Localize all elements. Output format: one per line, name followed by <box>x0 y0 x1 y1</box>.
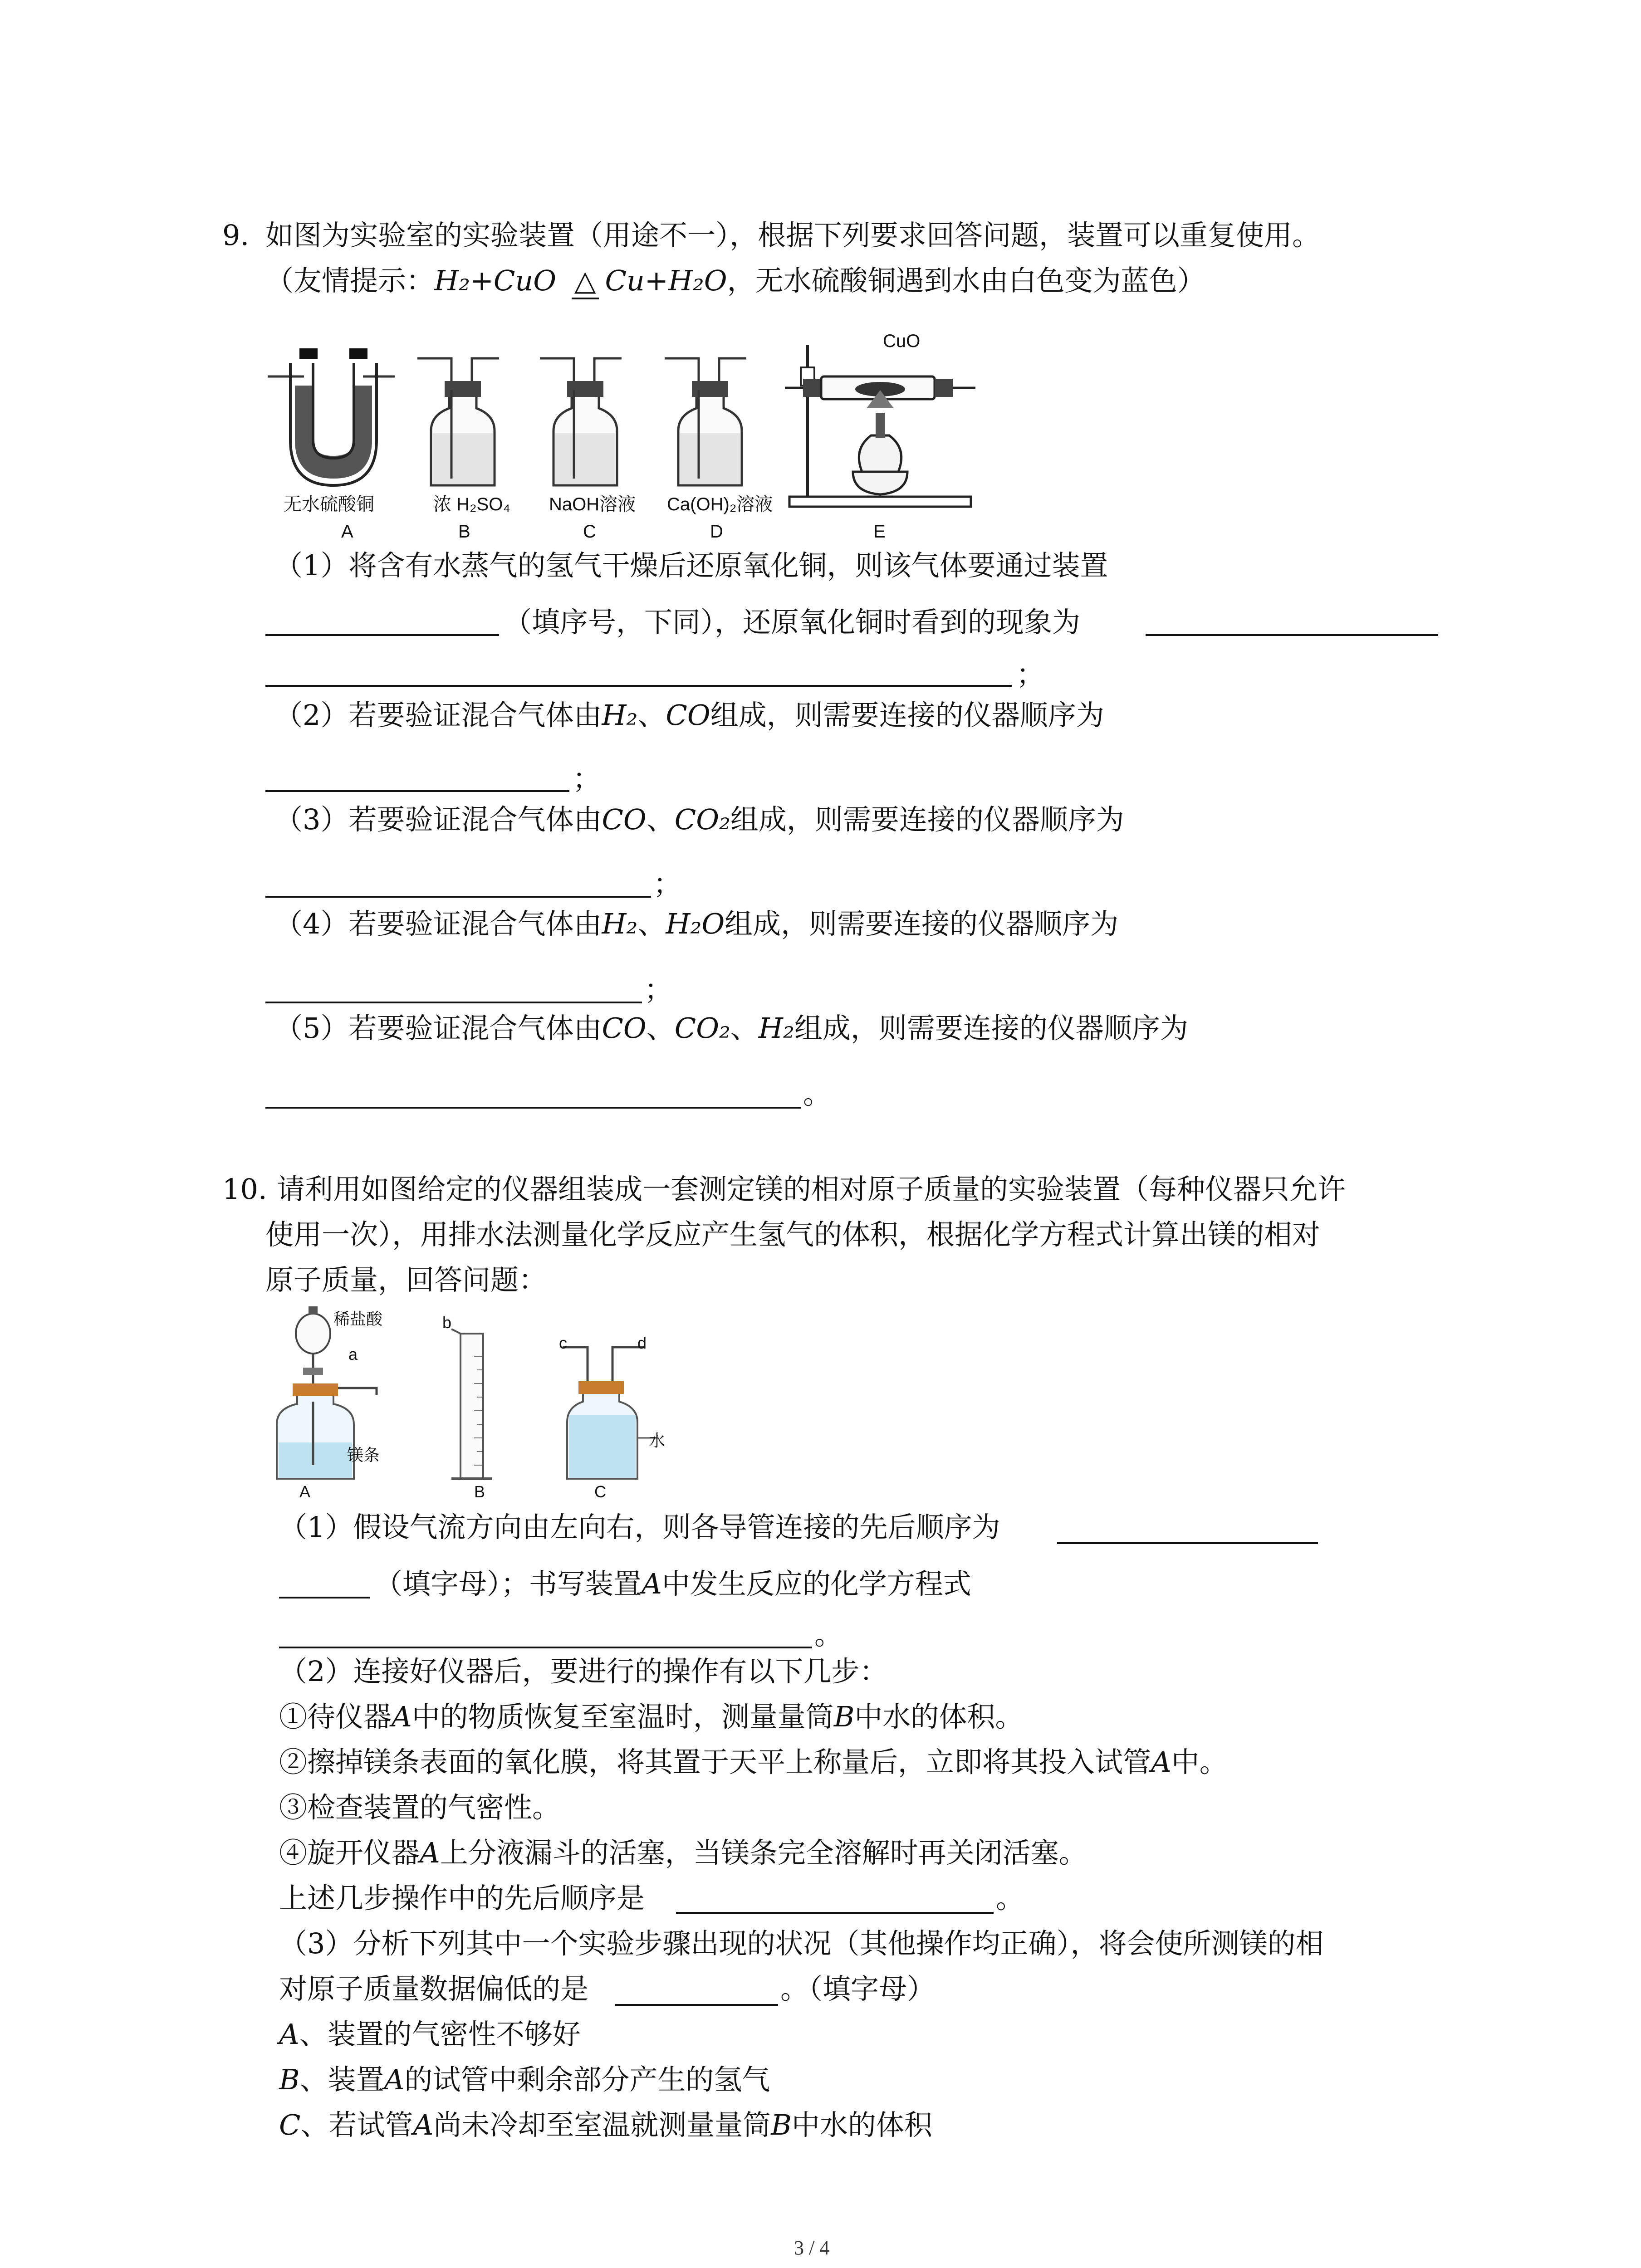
q9-p3-sep: 、 <box>646 803 675 836</box>
q10-step1-b: 中的物质恢复至室温时，测量量筒 <box>411 1700 834 1733</box>
q10-stem-line3: 原子质量，回答问题： <box>265 1263 547 1296</box>
apparatus-e-cuo-label: CuO <box>883 331 921 351</box>
q9-p3-text <box>274 803 1124 836</box>
q10-tube-d-label: d <box>637 1334 647 1352</box>
q10-option-c-var-a: A <box>413 2108 434 2141</box>
q9-p4-end: ； <box>644 973 673 1006</box>
q9-p5-lead: （5）若要验证混合气体由 <box>274 1012 602 1045</box>
apparatus-b-letter: B <box>458 522 470 542</box>
q10-step1-a: ①待仪器 <box>279 1700 392 1733</box>
q9-hint-eq-left: H₂+CuO <box>434 264 557 297</box>
q10-p1-blank-2[interactable] <box>279 1597 370 1598</box>
q9-p3-tail: 组成，则需要连接的仪器顺序为 <box>730 803 1124 836</box>
q10-p1-blank-3[interactable] <box>279 1647 812 1648</box>
q9-hint-open: （友情提示： <box>265 264 435 297</box>
q9-p4-tail: 组成，则需要连接的仪器顺序为 <box>725 907 1119 940</box>
q10-option-a-letter: A <box>279 2018 299 2051</box>
apparatus-e-letter: E <box>873 522 886 542</box>
page-number: 3 / 4 <box>794 2237 830 2259</box>
q9-p4-sep: 、 <box>637 907 666 940</box>
q10-tube-b-label: b <box>442 1313 452 1332</box>
q9-p4-formula1: H₂ <box>602 907 638 940</box>
q10-order-label: 上述几步操作中的先后顺序是 <box>279 1882 645 1915</box>
q9-p2-sep: 、 <box>637 699 666 732</box>
apparatus-b-label: 浓 H₂SO₄ <box>433 494 510 514</box>
q9-p3-end: ； <box>653 867 682 900</box>
q9-p4-formula2: H₂O <box>666 907 725 940</box>
q10-number: 10. <box>222 1173 267 1206</box>
q9-p2-formula1: H₂ <box>602 699 638 732</box>
q10-step2-b: 中。 <box>1171 1745 1228 1779</box>
q10-step4-a: ④旋开仪器 <box>279 1836 420 1869</box>
q10-option-c-var-b: B <box>771 2108 792 2141</box>
q10-letter-b: B <box>474 1482 485 1501</box>
q9-p5-sep2: 、 <box>730 1012 759 1045</box>
q10-option-c <box>279 2108 932 2142</box>
q10-p1-lead: （填字母）；书写装置 <box>374 1567 642 1600</box>
q10-p2-title: （2）连接好仪器后，要进行的操作有以下几步： <box>279 1655 888 1688</box>
apparatus-c-label: NaOH溶液 <box>549 494 636 514</box>
q10-step1-var-b: B <box>833 1700 855 1733</box>
q10-order-end: 。 <box>996 1882 1024 1915</box>
q9-p3-lead: （3）若要验证混合气体由 <box>274 803 602 836</box>
q9-p5-end: 。 <box>803 1077 832 1110</box>
q9-p5-tail: 组成，则需要连接的仪器顺序为 <box>794 1012 1188 1045</box>
apparatus-a-u-tube <box>268 348 395 485</box>
q9-p3-blank[interactable] <box>265 896 651 898</box>
q10-step4-b: 上分液漏斗的活塞，当镁条完全溶解时再关闭活塞。 <box>440 1836 1087 1869</box>
apparatus-d-label: Ca(OH)₂溶液 <box>667 494 773 514</box>
apparatus-c-bottle <box>540 358 622 485</box>
q9-p2-formula2: CO <box>666 699 710 732</box>
q10-step1-c: 中水的体积。 <box>854 1700 1024 1733</box>
q10-step-3: ③检查装置的气密性。 <box>279 1791 561 1824</box>
q9-p3-formula1: CO <box>602 803 647 836</box>
apparatus-a-label: 无水硫酸铜 <box>284 494 374 514</box>
q10-tube-a-label: a <box>348 1345 358 1364</box>
q10-option-a <box>279 2018 581 2051</box>
q10-water-label: 水 <box>649 1431 666 1450</box>
q10-stem-line2: 使用一次），用排水法测量化学反应产生氢气的体积，根据化学方程式计算出镁的相对 <box>265 1218 1321 1251</box>
q10-option-b-letter: B <box>279 2063 300 2096</box>
q9-p5-blank[interactable] <box>265 1107 801 1109</box>
q9-p2-lead: （2）若要验证混合气体由 <box>274 699 602 732</box>
q9-p1-line1: （1）将含有水蒸气的氢气干燥后还原氧化铜，则该气体要通过装置 <box>274 549 1108 582</box>
q10-p1-blank-1[interactable] <box>1057 1542 1318 1544</box>
q10-step-1 <box>279 1700 1023 1734</box>
q9-p1-blank-3[interactable] <box>265 685 1012 687</box>
q9-hint-cond: △ <box>572 264 599 299</box>
q10-option-a-text: 、装置的气密性不够好 <box>299 2018 581 2051</box>
q10-option-c-a: 、若试管 <box>300 2108 413 2141</box>
q10-order-blank[interactable] <box>676 1912 994 1914</box>
q10-apparatus-b <box>451 1329 492 1479</box>
q10-p3-line1: （3）分析下列其中一个实验步骤出现的状况（其他操作均正确），将会使所测镁的相 <box>279 1927 1324 1960</box>
q10-letter-a: A <box>299 1482 311 1501</box>
q9-hint-eq-right: Cu+H₂O <box>605 264 727 297</box>
q9-p5-formula1: CO <box>602 1012 647 1045</box>
q10-option-c-b: 尚未冷却至室温就测量量筒 <box>433 2108 771 2141</box>
q9-p5-formula3: H₂ <box>758 1012 794 1045</box>
q10-acid-label: 稀盐酸 <box>333 1310 383 1328</box>
q10-p1-tail: 中发生反应的化学方程式 <box>661 1567 971 1600</box>
q10-step-2 <box>279 1745 1228 1779</box>
q9-p2-end: ； <box>573 762 601 795</box>
apparatus-b-bottle <box>417 358 499 485</box>
q9-p1-line2: （填序号，下同），还原氧化铜时看到的现象为 <box>504 606 1081 639</box>
q10-tube-c-label: c <box>559 1334 567 1352</box>
apparatus-d-letter: D <box>710 522 723 542</box>
q9-p2-tail: 组成，则需要连接的仪器顺序为 <box>710 699 1104 732</box>
q10-p1-line1: （1）假设气流方向由左向右，则各导管连接的先后顺序为 <box>279 1510 1000 1544</box>
q10-mg-label: 镁条 <box>347 1446 380 1464</box>
q10-p1-line2 <box>374 1567 971 1601</box>
q9-p1-blank-1[interactable] <box>265 634 499 636</box>
q9-p1-end: ； <box>1016 658 1045 691</box>
q9-p5-sep1: 、 <box>646 1012 675 1045</box>
q10-step-4 <box>279 1836 1087 1870</box>
q9-p1-blank-2[interactable] <box>1146 634 1438 636</box>
q9-number: 9. <box>222 219 250 252</box>
q9-hint <box>265 264 1205 299</box>
q10-option-c-c: 中水的体积 <box>791 2108 932 2141</box>
q9-p2-text <box>274 699 1104 732</box>
q10-step2-var-a: A <box>1151 1745 1171 1779</box>
q10-p3-end: 。（填字母） <box>780 1972 936 2005</box>
q10-apparatus-c <box>563 1347 658 1479</box>
q9-stem: 如图为实验室的实验装置（用途不一），根据下列要求回答问题，装置可以重复使用。 <box>265 219 1321 252</box>
q9-p3-formula2: CO₂ <box>674 803 730 836</box>
q10-p3-blank[interactable] <box>615 2004 778 2006</box>
q10-p1-end: 。 <box>814 1618 843 1651</box>
q10-p1-var-a: A <box>642 1567 662 1600</box>
q9-hint-rest: ，无水硫酸铜遇到水由白色变为蓝色） <box>727 264 1205 297</box>
apparatus-a-letter: A <box>341 522 353 542</box>
q10-option-b-b: 的试管中剩余部分产生的氢气 <box>404 2063 770 2096</box>
q10-letter-c: C <box>594 1482 606 1501</box>
q9-p5-formula2: CO₂ <box>674 1012 730 1045</box>
q9-apparatus-figure <box>259 336 994 553</box>
apparatus-c-letter: C <box>583 522 596 542</box>
q10-option-b <box>279 2063 770 2097</box>
q10-stem-line1: 请利用如图给定的仪器组装成一套测定镁的相对原子质量的实验装置（每种仪器只允许 <box>277 1173 1346 1206</box>
q9-p4-lead: （4）若要验证混合气体由 <box>274 907 602 940</box>
q9-p2-blank[interactable] <box>265 790 569 792</box>
q10-step1-var-a: A <box>392 1700 412 1733</box>
q9-p4-blank[interactable] <box>265 1002 642 1003</box>
apparatus-e-heating <box>785 345 975 507</box>
q10-option-b-var-a: A <box>384 2063 405 2096</box>
q9-p5-text <box>274 1012 1188 1045</box>
apparatus-d-bottle <box>665 358 746 485</box>
q10-p3-line2: 对原子质量数据偏低的是 <box>279 1972 589 2005</box>
q10-step4-var-a: A <box>420 1836 440 1869</box>
q10-option-c-letter: C <box>279 2108 301 2141</box>
q10-step2-a: ②擦掉镁条表面的氧化膜，将其置于天平上称量后，立即将其投入试管 <box>279 1745 1151 1779</box>
q10-option-b-a: 、装置 <box>299 2063 384 2096</box>
q9-p4-text <box>274 907 1118 941</box>
